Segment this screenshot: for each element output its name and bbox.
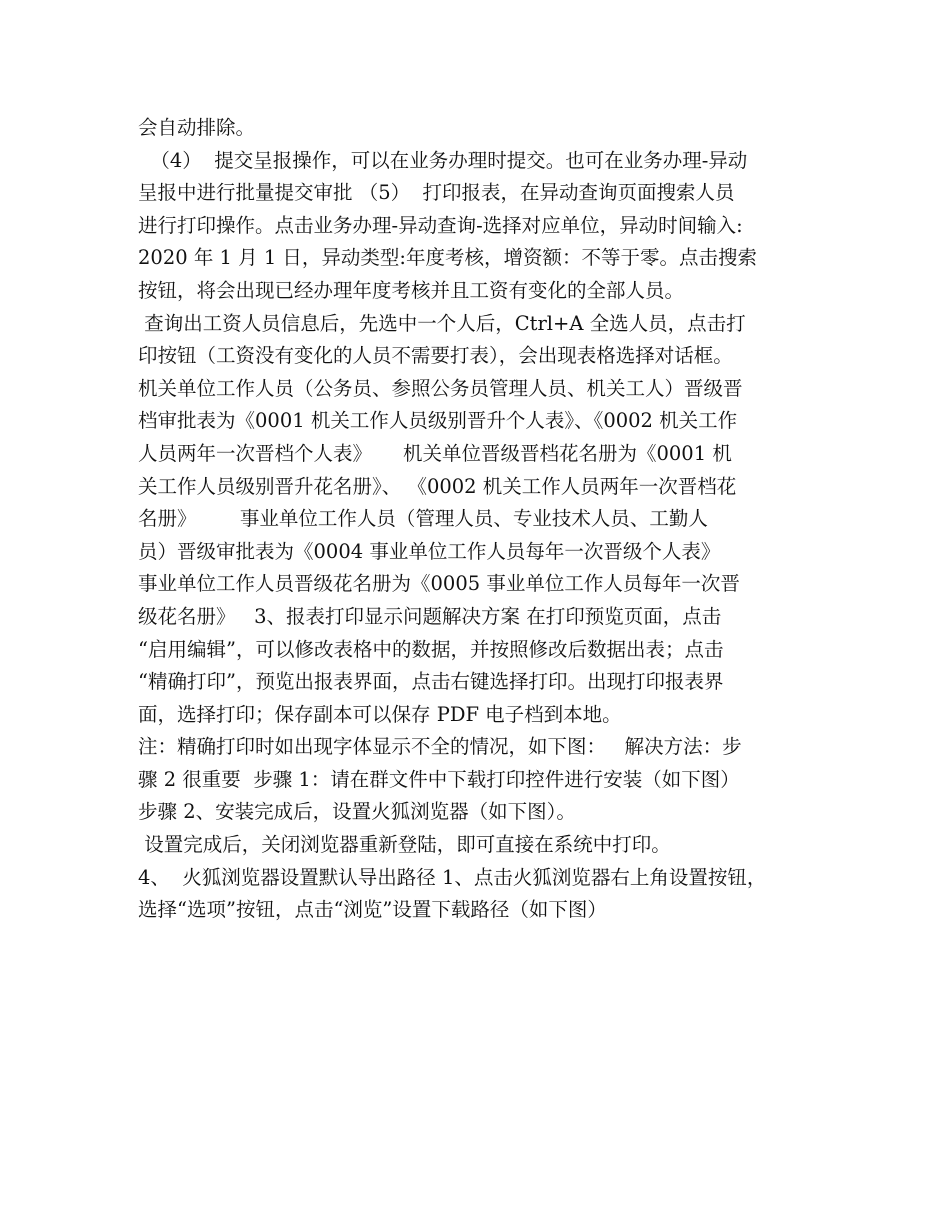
text-line: 印按钮（工资没有变化的人员不需要打表），会出现表格选择对话框。 [138,344,733,368]
text-line: “精确打印”，预览出报表界面，点击右键选择打印。出现打印报表界 [138,670,724,694]
text-line: 关工作人员级别晋升花名册》、 《0002 机关工作人员两年一次晋档花 [138,474,737,498]
text-line: 注：精确打印时如出现字体显示不全的情况，如下图： 解决方法：步 [138,735,742,759]
text-line: 呈报中进行批量提交审批 （5） 打印报表，在异动查询页面搜索人员 [138,181,735,205]
text-line: 设置完成后，关闭浏览器重新登陆，即可直接在系统中打印。 [138,833,671,857]
text-line: 名册》 事业单位工作人员（管理人员、专业技术人员、工勤人 [138,507,708,531]
text-line: 级花名册》 3、报表打印显示问题解决方案 在打印预览页面，点击 [138,604,722,628]
text-line: 事业单位工作人员晋级花名册为《0005 事业单位工作人员每年一次晋 [138,572,740,596]
text-line: 骤 2 很重要 步骤 1：请在群文件中下载打印控件进行安装（如下图） [138,767,740,791]
text-line: “启用编辑”，可以修改表格中的数据，并按照修改后数据出表；点击 [138,637,724,661]
text-line: 4、 火狐浏览器设置默认导出路径 1、点击火狐浏览器右上角设置按钮， [138,865,767,889]
text-line: 选择“选项”按钮，点击“浏览”设置下载路径（如下图） [138,898,607,922]
text-line: 会自动排除。 [138,116,256,139]
document-page [138,112,828,927]
text-line: 步骤 2、安装完成后，设置火狐浏览器（如下图）。 [138,800,576,824]
text-line: 人员两年一次晋档个人表》 机关单位晋级晋档花名册为《0001 机 [138,441,732,465]
text-line: （4） 提交呈报操作，可以在业务办理时提交。也可在业务办理-异动 [138,148,748,172]
text-line: 面，选择打印；保存副本可以保存 PDF 电子档到本地。 [138,702,622,726]
text-line: 员）晋级审批表为《0004 事业单位工作人员每年一次晋级个人表》 [138,539,721,563]
text-line: 机关单位工作人员（公务员、参照公务员管理人员、机关工人）晋级晋 [138,376,743,400]
text-line: 查询出工资人员信息后，先选中一个人后，Ctrl+A 全选人员，点击打 [138,311,746,335]
text-line: 2020 年 1 月 1 日，异动类型:年度考核，增资额：不等于零。点击搜索 [138,246,758,270]
text-line: 按钮，将会出现已经办理年度考核并且工资有变化的全部人员。 [138,278,685,302]
text-line: 进行打印操作。点击业务办理-异动查询-选择对应单位，异动时间输入: [138,213,743,237]
text-line: 档审批表为《0001 机关工作人员级别晋升个人表》、《0002 机关工作 [138,409,738,433]
